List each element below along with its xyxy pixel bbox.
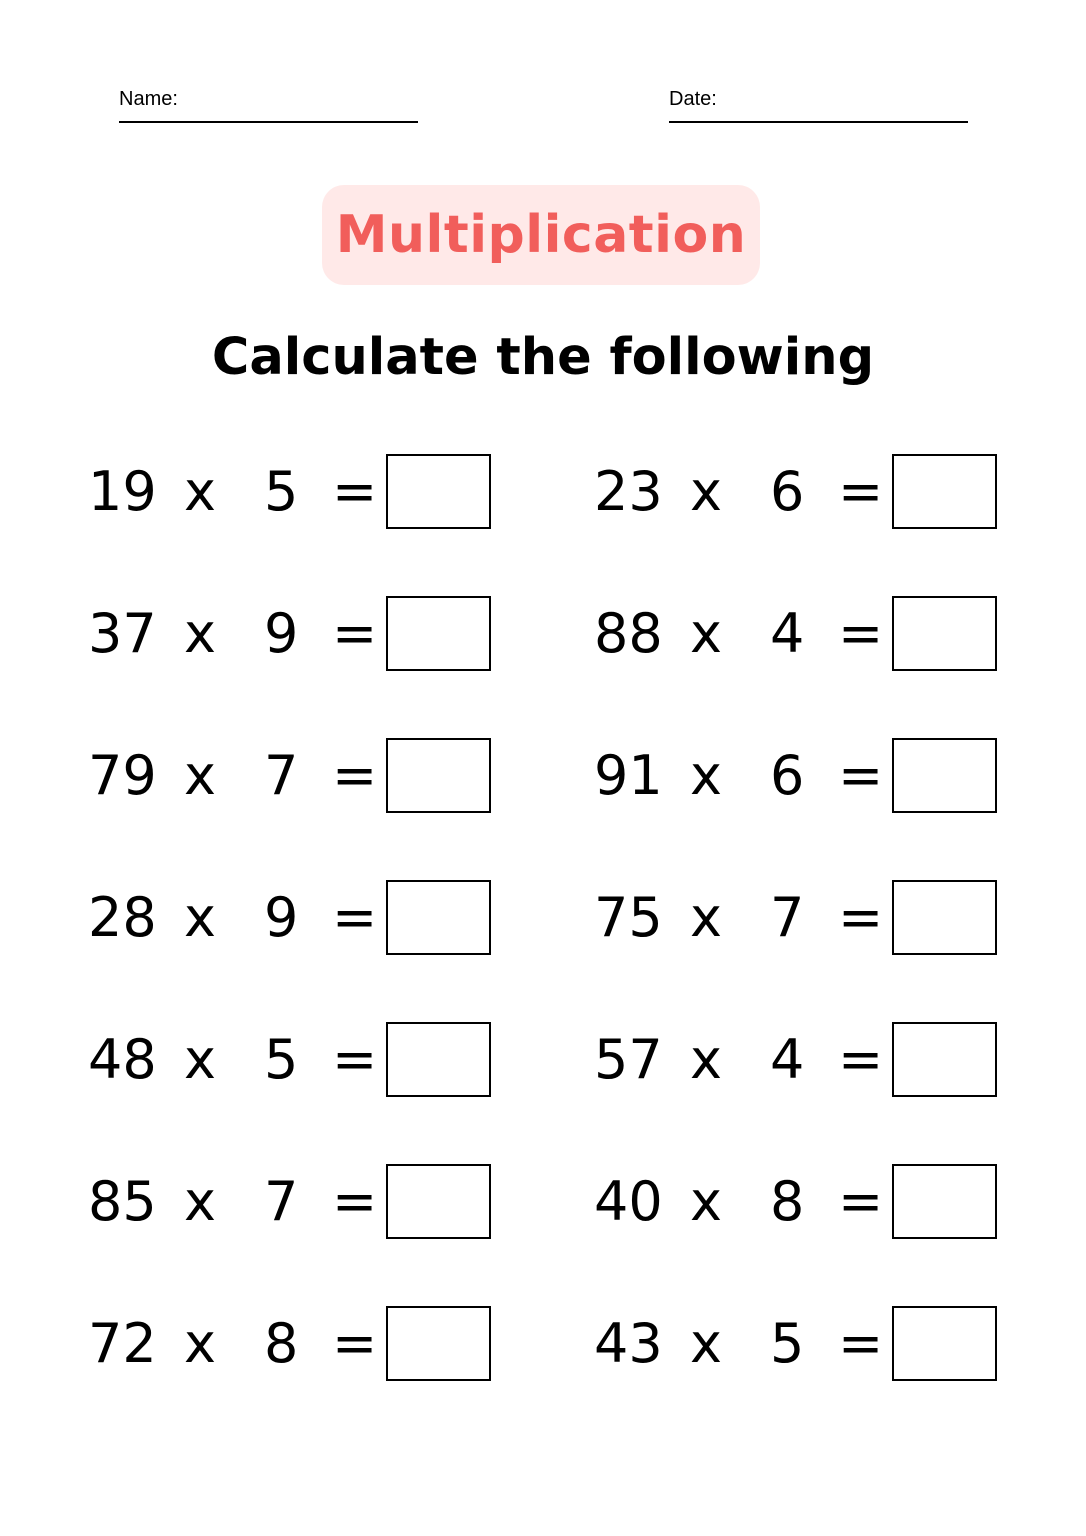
multiply-sign: x (184, 744, 216, 807)
answer-box[interactable] (386, 1022, 491, 1097)
second-factor: 5 (264, 460, 299, 523)
equals-sign: = (332, 460, 378, 523)
second-factor: 4 (770, 602, 805, 665)
page-title: Multiplication (335, 205, 747, 265)
first-factor: 72 (88, 1312, 157, 1375)
second-factor: 6 (770, 460, 805, 523)
first-factor: 57 (594, 1028, 663, 1091)
answer-box[interactable] (386, 880, 491, 955)
equals-sign: = (838, 602, 884, 665)
equals-sign: = (838, 744, 884, 807)
equals-sign: = (332, 1170, 378, 1233)
answer-box[interactable] (892, 596, 997, 671)
first-factor: 19 (88, 460, 157, 523)
multiply-sign: x (690, 1312, 722, 1375)
first-factor: 85 (88, 1170, 157, 1233)
multiply-sign: x (184, 1312, 216, 1375)
second-factor: 5 (264, 1028, 299, 1091)
answer-box[interactable] (386, 1306, 491, 1381)
equals-sign: = (332, 1028, 378, 1091)
first-factor: 28 (88, 886, 157, 949)
answer-box[interactable] (892, 1306, 997, 1381)
multiply-sign: x (184, 460, 216, 523)
first-factor: 23 (594, 460, 663, 523)
multiply-sign: x (690, 1170, 722, 1233)
multiply-sign: x (184, 602, 216, 665)
second-factor: 4 (770, 1028, 805, 1091)
multiply-sign: x (184, 886, 216, 949)
first-factor: 43 (594, 1312, 663, 1375)
multiply-sign: x (690, 1028, 722, 1091)
equals-sign: = (838, 886, 884, 949)
second-factor: 8 (770, 1170, 805, 1233)
first-factor: 75 (594, 886, 663, 949)
equals-sign: = (838, 460, 884, 523)
multiply-sign: x (184, 1028, 216, 1091)
first-factor: 88 (594, 602, 663, 665)
second-factor: 7 (770, 886, 805, 949)
first-factor: 91 (594, 744, 663, 807)
second-factor: 9 (264, 886, 299, 949)
date-label: Date: (669, 88, 717, 110)
equals-sign: = (838, 1312, 884, 1375)
answer-box[interactable] (892, 1022, 997, 1097)
equals-sign: = (332, 886, 378, 949)
equals-sign: = (838, 1028, 884, 1091)
multiply-sign: x (184, 1170, 216, 1233)
first-factor: 48 (88, 1028, 157, 1091)
multiply-sign: x (690, 460, 722, 523)
multiply-sign: x (690, 886, 722, 949)
answer-box[interactable] (892, 1164, 997, 1239)
second-factor: 8 (264, 1312, 299, 1375)
answer-box[interactable] (892, 738, 997, 813)
second-factor: 5 (770, 1312, 805, 1375)
multiply-sign: x (690, 744, 722, 807)
second-factor: 7 (264, 744, 299, 807)
second-factor: 7 (264, 1170, 299, 1233)
second-factor: 6 (770, 744, 805, 807)
equals-sign: = (838, 1170, 884, 1233)
answer-box[interactable] (892, 454, 997, 529)
instructions-heading: Calculate the following (211, 328, 875, 387)
equals-sign: = (332, 602, 378, 665)
date-field[interactable] (669, 86, 968, 123)
equals-sign: = (332, 744, 378, 807)
second-factor: 9 (264, 602, 299, 665)
answer-box[interactable] (386, 1164, 491, 1239)
title-banner (322, 185, 760, 285)
multiply-sign: x (690, 602, 722, 665)
name-field[interactable] (119, 86, 418, 123)
answer-box[interactable] (892, 880, 997, 955)
first-factor: 79 (88, 744, 157, 807)
name-label: Name: (119, 88, 178, 110)
first-factor: 40 (594, 1170, 663, 1233)
answer-box[interactable] (386, 454, 491, 529)
equals-sign: = (332, 1312, 378, 1375)
answer-box[interactable] (386, 738, 491, 813)
first-factor: 37 (88, 602, 157, 665)
answer-box[interactable] (386, 596, 491, 671)
